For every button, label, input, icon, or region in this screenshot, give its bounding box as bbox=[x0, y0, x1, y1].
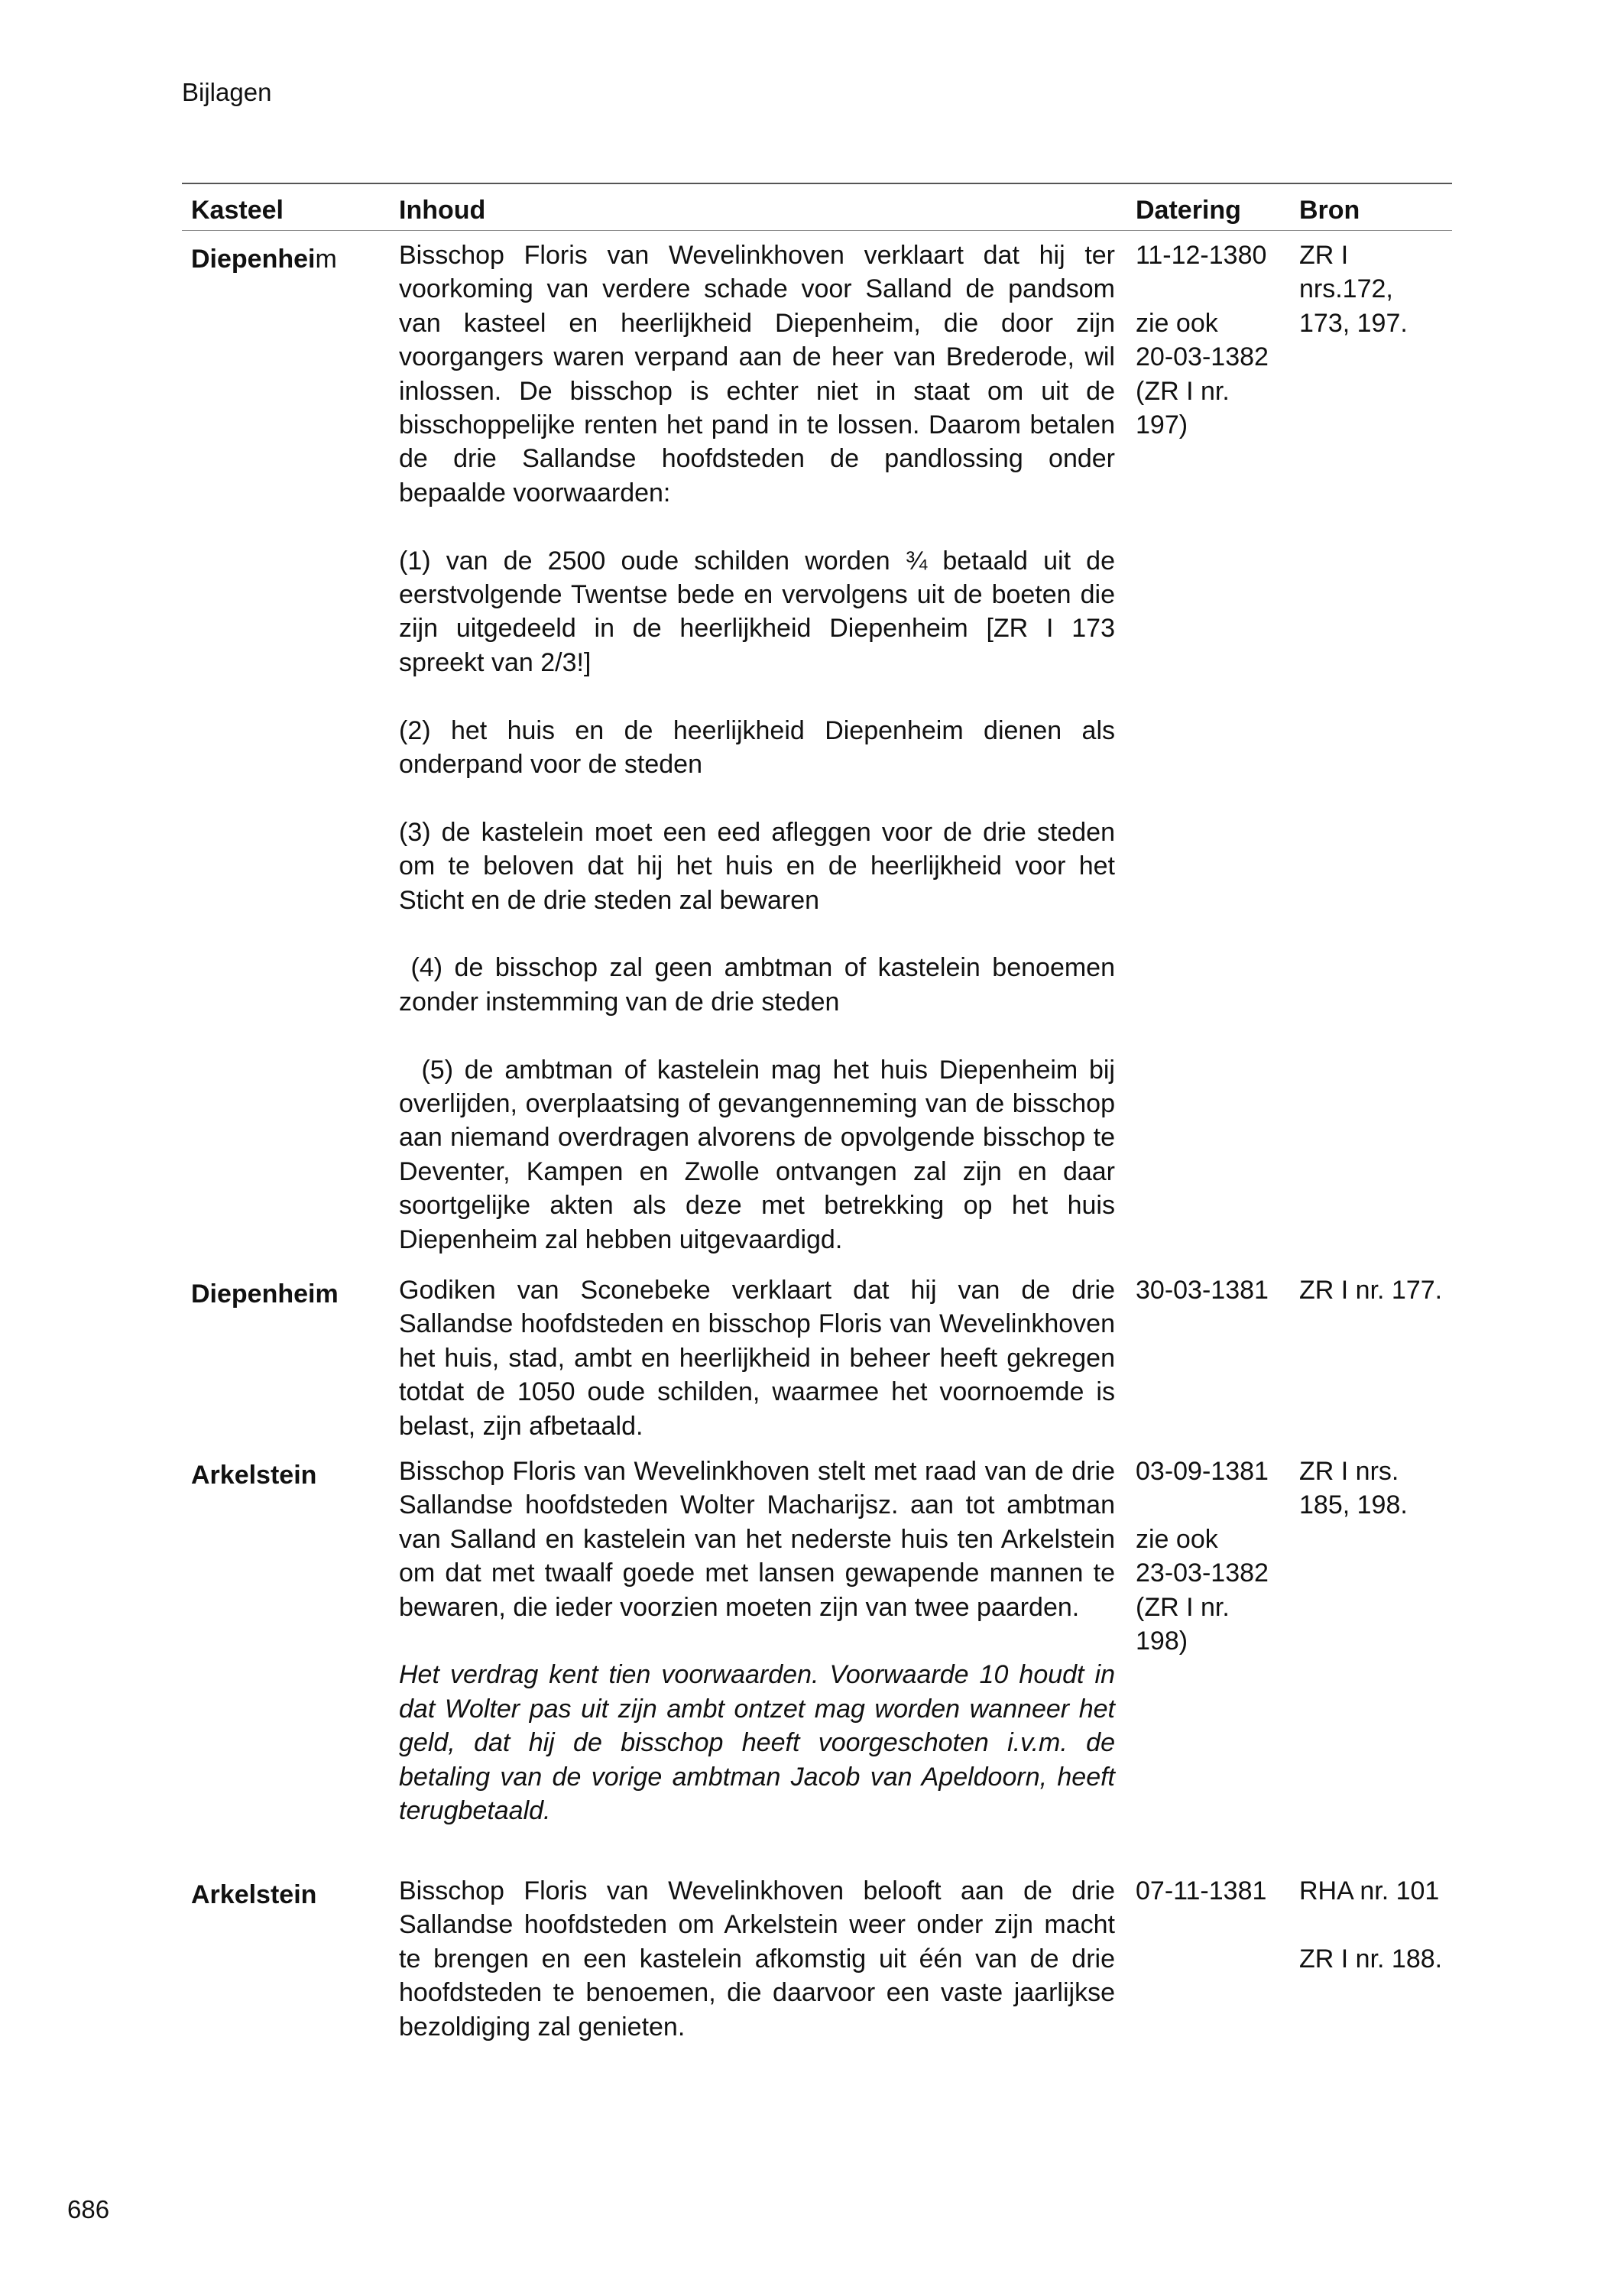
cell-bron: ZR I nr. 177. bbox=[1299, 1276, 1443, 1305]
cell-kasteel: Diepenheim bbox=[191, 245, 337, 274]
cell-kasteel: Diepenheim bbox=[191, 1279, 339, 1309]
cell-bron: ZR I nrs.172, 173, 197. bbox=[1299, 241, 1408, 338]
content-paragraph: Bisschop Floris van Wevelinkhoven belooft aan de drie Sallandse hoofdsteden om Arkelstein weer onder zijn macht te brengen en een kastelein afkomstig uit één van de drie hoofdsteden te benoemen, die daarvoor een vaste jaarlijkse bezoldiging zal genieten. bbox=[399, 1876, 1115, 2042]
table-top-rule bbox=[182, 183, 1452, 184]
content-note: Het verdrag kent tien voorwaarden. Voorwaarde 10 houdt in dat Wolter pas uit zijn ambt ontzet mag worden wanneer het geld, dat hij de bisschop heeft voorgeschoten i.v.m. de betaling van de vorige ambtman Jacob van Apeldoorn, heeft terugbetaald. bbox=[399, 1660, 1115, 1826]
cell-inhoud bbox=[399, 1455, 1115, 1828]
column-header-kasteel: Kasteel bbox=[191, 196, 284, 225]
column-header-datering: Datering bbox=[1136, 196, 1241, 225]
content-paragraph: Bisschop Floris van Wevelinkhoven verklaart dat hij ter voorkoming van verdere schade voor Salland de pandsom van kasteel en heerlijkheid Diepenheim, die door zijn voorgangers waren verpand aan de heer van Brederode, wil inlossen. De bisschop is echter niet in staat om uit de bisschoppelijke renten het pand in te lossen. Daarom betalen de drie Sallandse hoofdsteden de pandlossing onder bepaalde voorwaarden: bbox=[399, 241, 1115, 508]
cell-datering: 11-12-1380 zie ook 20-03-1382 (ZR I nr. 197) bbox=[1136, 241, 1269, 440]
header-bottom-rule bbox=[182, 230, 1452, 231]
content-paragraph: Bisschop Floris van Wevelinkhoven stelt met raad van de drie Sallandse hoofdsteden Wolter Macharijsz. aan tot ambtman van Salland en kastelein van het nederste huis ten Arkelstein om dat met twaalf goede met lansen gewapende mannen te bewaren, die ieder voorzien moeten zijn van twee paarden. bbox=[399, 1457, 1115, 1622]
content-paragraph: Godiken van Sconebeke verklaart dat hij van de drie Sallandse hoofdsteden en bisschop Floris van Wevelinkhoven het huis, stad, ambt en heerlijkheid in beheer heeft gekregen totdat de 1050 oude schilden, waarmee het voornoemde is belast, zijn afbetaald. bbox=[399, 1276, 1115, 1441]
running-header: Bijlagen bbox=[182, 78, 272, 106]
cell-datering: 03-09-1381 zie ook 23-03-1382 (ZR I nr. 198) bbox=[1136, 1457, 1269, 1656]
content-paragraph: (2) het huis en de heerlijkheid Diepenheim dienen als onderpand voor de steden bbox=[399, 715, 1115, 780]
cell-inhoud bbox=[399, 1874, 1115, 2044]
cell-bron: ZR I nrs. 185, 198. bbox=[1299, 1457, 1408, 1520]
cell-datering: 30-03-1381 bbox=[1136, 1276, 1269, 1305]
content-paragraph: (1) van de 2500 oude schilden worden ¾ betaald uit de eerstvolgende Twentse bede en vervolgens uit de boeten die zijn uitgedeeld in de heerlijkheid Diepenheim [ZR I 173 spreekt van 2/3!] bbox=[399, 546, 1115, 677]
cell-kasteel: Arkelstein bbox=[191, 1461, 317, 1490]
cell-datering: 07-11-1381 bbox=[1136, 1876, 1267, 1905]
content-paragraph: (5) de ambtman of kastelein mag het huis Diepenheim bij overlijden, overplaatsing of gevangenneming van de bisschop aan niemand overdragen alvorens de opvolgende bisschop te Deventer, Kampen en Zwolle ontvangen zal zijn en daar soortgelijke akten als deze met betrekking op het huis Diepenheim zal hebben uitgevaardigd. bbox=[399, 1055, 1123, 1254]
cell-inhoud bbox=[399, 238, 1123, 1257]
page-number: 686 bbox=[67, 2195, 110, 2223]
cell-bron: RHA nr. 101 ZR I nr. 188. bbox=[1299, 1876, 1443, 1974]
column-header-inhoud: Inhoud bbox=[399, 196, 486, 225]
cell-kasteel: Arkelstein bbox=[191, 1880, 317, 1909]
content-paragraph: (3) de kastelein moet een eed afleggen voor de drie steden om te beloven dat hij het huis en de heerlijkheid voor het Sticht en de drie steden zal bewaren bbox=[399, 817, 1115, 915]
content-paragraph: (4) de bisschop zal geen ambtman of kastelein benoemen zonder instemming van de drie steden bbox=[399, 953, 1123, 1017]
column-header-bron: Bron bbox=[1299, 196, 1360, 225]
cell-inhoud bbox=[399, 1273, 1115, 1443]
